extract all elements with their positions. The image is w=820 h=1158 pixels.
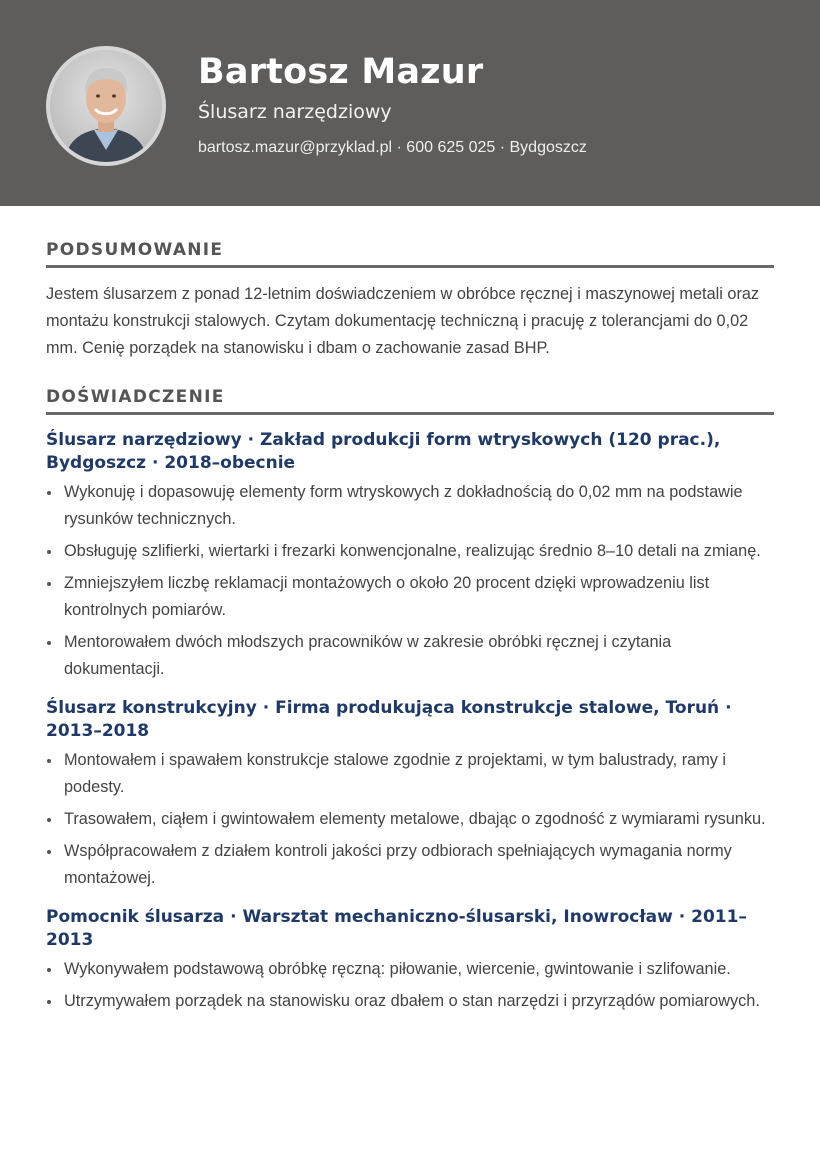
person-photo-icon [50, 50, 162, 162]
summary-title: PODSUMOWANIE [46, 240, 774, 268]
summary-text: Jestem ślusarzem z ponad 12-letnim doświadczeniem w obróbce ręcznej i maszynowej metali oraz montażu konstrukcji stalowych. Czytam dokumentację techniczną i pracuję z tolerancjami do 0,02 mm. Cenię porządek na stanowisku i dbam o zachowanie zasad BHP. [46, 285, 760, 357]
job-entry [46, 906, 774, 1015]
job-entry [46, 429, 774, 683]
candidate-name: Bartosz Mazur [198, 52, 484, 92]
candidate-role: Ślusarz narzędziowy [198, 101, 392, 123]
bullet-item: Utrzymywałem porządek na stanowisku oraz dbałem o stan narzędzi i przyrządów pomiarowych. [46, 988, 774, 1015]
bullet-item: Trasowałem, ciąłem i gwintowałem elementy metalowe, dbając o zgodność z wymiarami rysunku. [46, 806, 774, 833]
bullet-item: Wykonywałem podstawową obróbkę ręczną: piłowanie, wiercenie, gwintowanie i szlifowanie. [46, 956, 774, 983]
job-heading: Ślusarz narzędziowy · Zakład produkcji form wtryskowych (120 prac.), Bydgoszcz · 2018–obecnie [46, 430, 721, 473]
bullet-item: Mentorowałem dwóch młodszych pracowników w zakresie obróbki ręcznej i czytania dokumentacji. [46, 629, 774, 683]
job-bullets [46, 956, 774, 1015]
bullet-item: Obsługuję szlifierki, wiertarki i frezarki konwencjonalne, realizując średnio 8–10 detali na zmianę. [46, 538, 774, 565]
contact-line: bartosz.mazur@przyklad.pl · 600 625 025 · Bydgoszcz [198, 139, 587, 156]
job-entry [46, 697, 774, 892]
resume-header [0, 0, 820, 206]
resume-body [46, 240, 774, 1020]
avatar [46, 46, 166, 166]
bullet-item: Współpracowałem z działem kontroli jakości przy odbiorach spełniających wymagania normy montażowej. [46, 838, 774, 892]
job-bullets [46, 747, 774, 892]
job-bullets [46, 479, 774, 683]
job-heading: Ślusarz konstrukcyjny · Firma produkująca konstrukcje stalowe, Toruń · 2013–2018 [46, 698, 732, 741]
bullet-item: Wykonuję i dopasowuję elementy form wtryskowych z dokładnością do 0,02 mm na podstawie rysunków technicznych. [46, 479, 774, 533]
job-heading: Pomocnik ślusarza · Warsztat mechaniczno-ślusarski, Inowrocław · 2011–2013 [46, 907, 747, 950]
bullet-item: Montowałem i spawałem konstrukcje stalowe zgodnie z projektami, w tym balustrady, ramy i podesty. [46, 747, 774, 801]
bullet-item: Zmniejszyłem liczbę reklamacji montażowych o około 20 procent dzięki wprowadzeniu list kontrolnych pomiarów. [46, 570, 774, 624]
experience-title: DOŚWIADCZENIE [46, 387, 774, 415]
